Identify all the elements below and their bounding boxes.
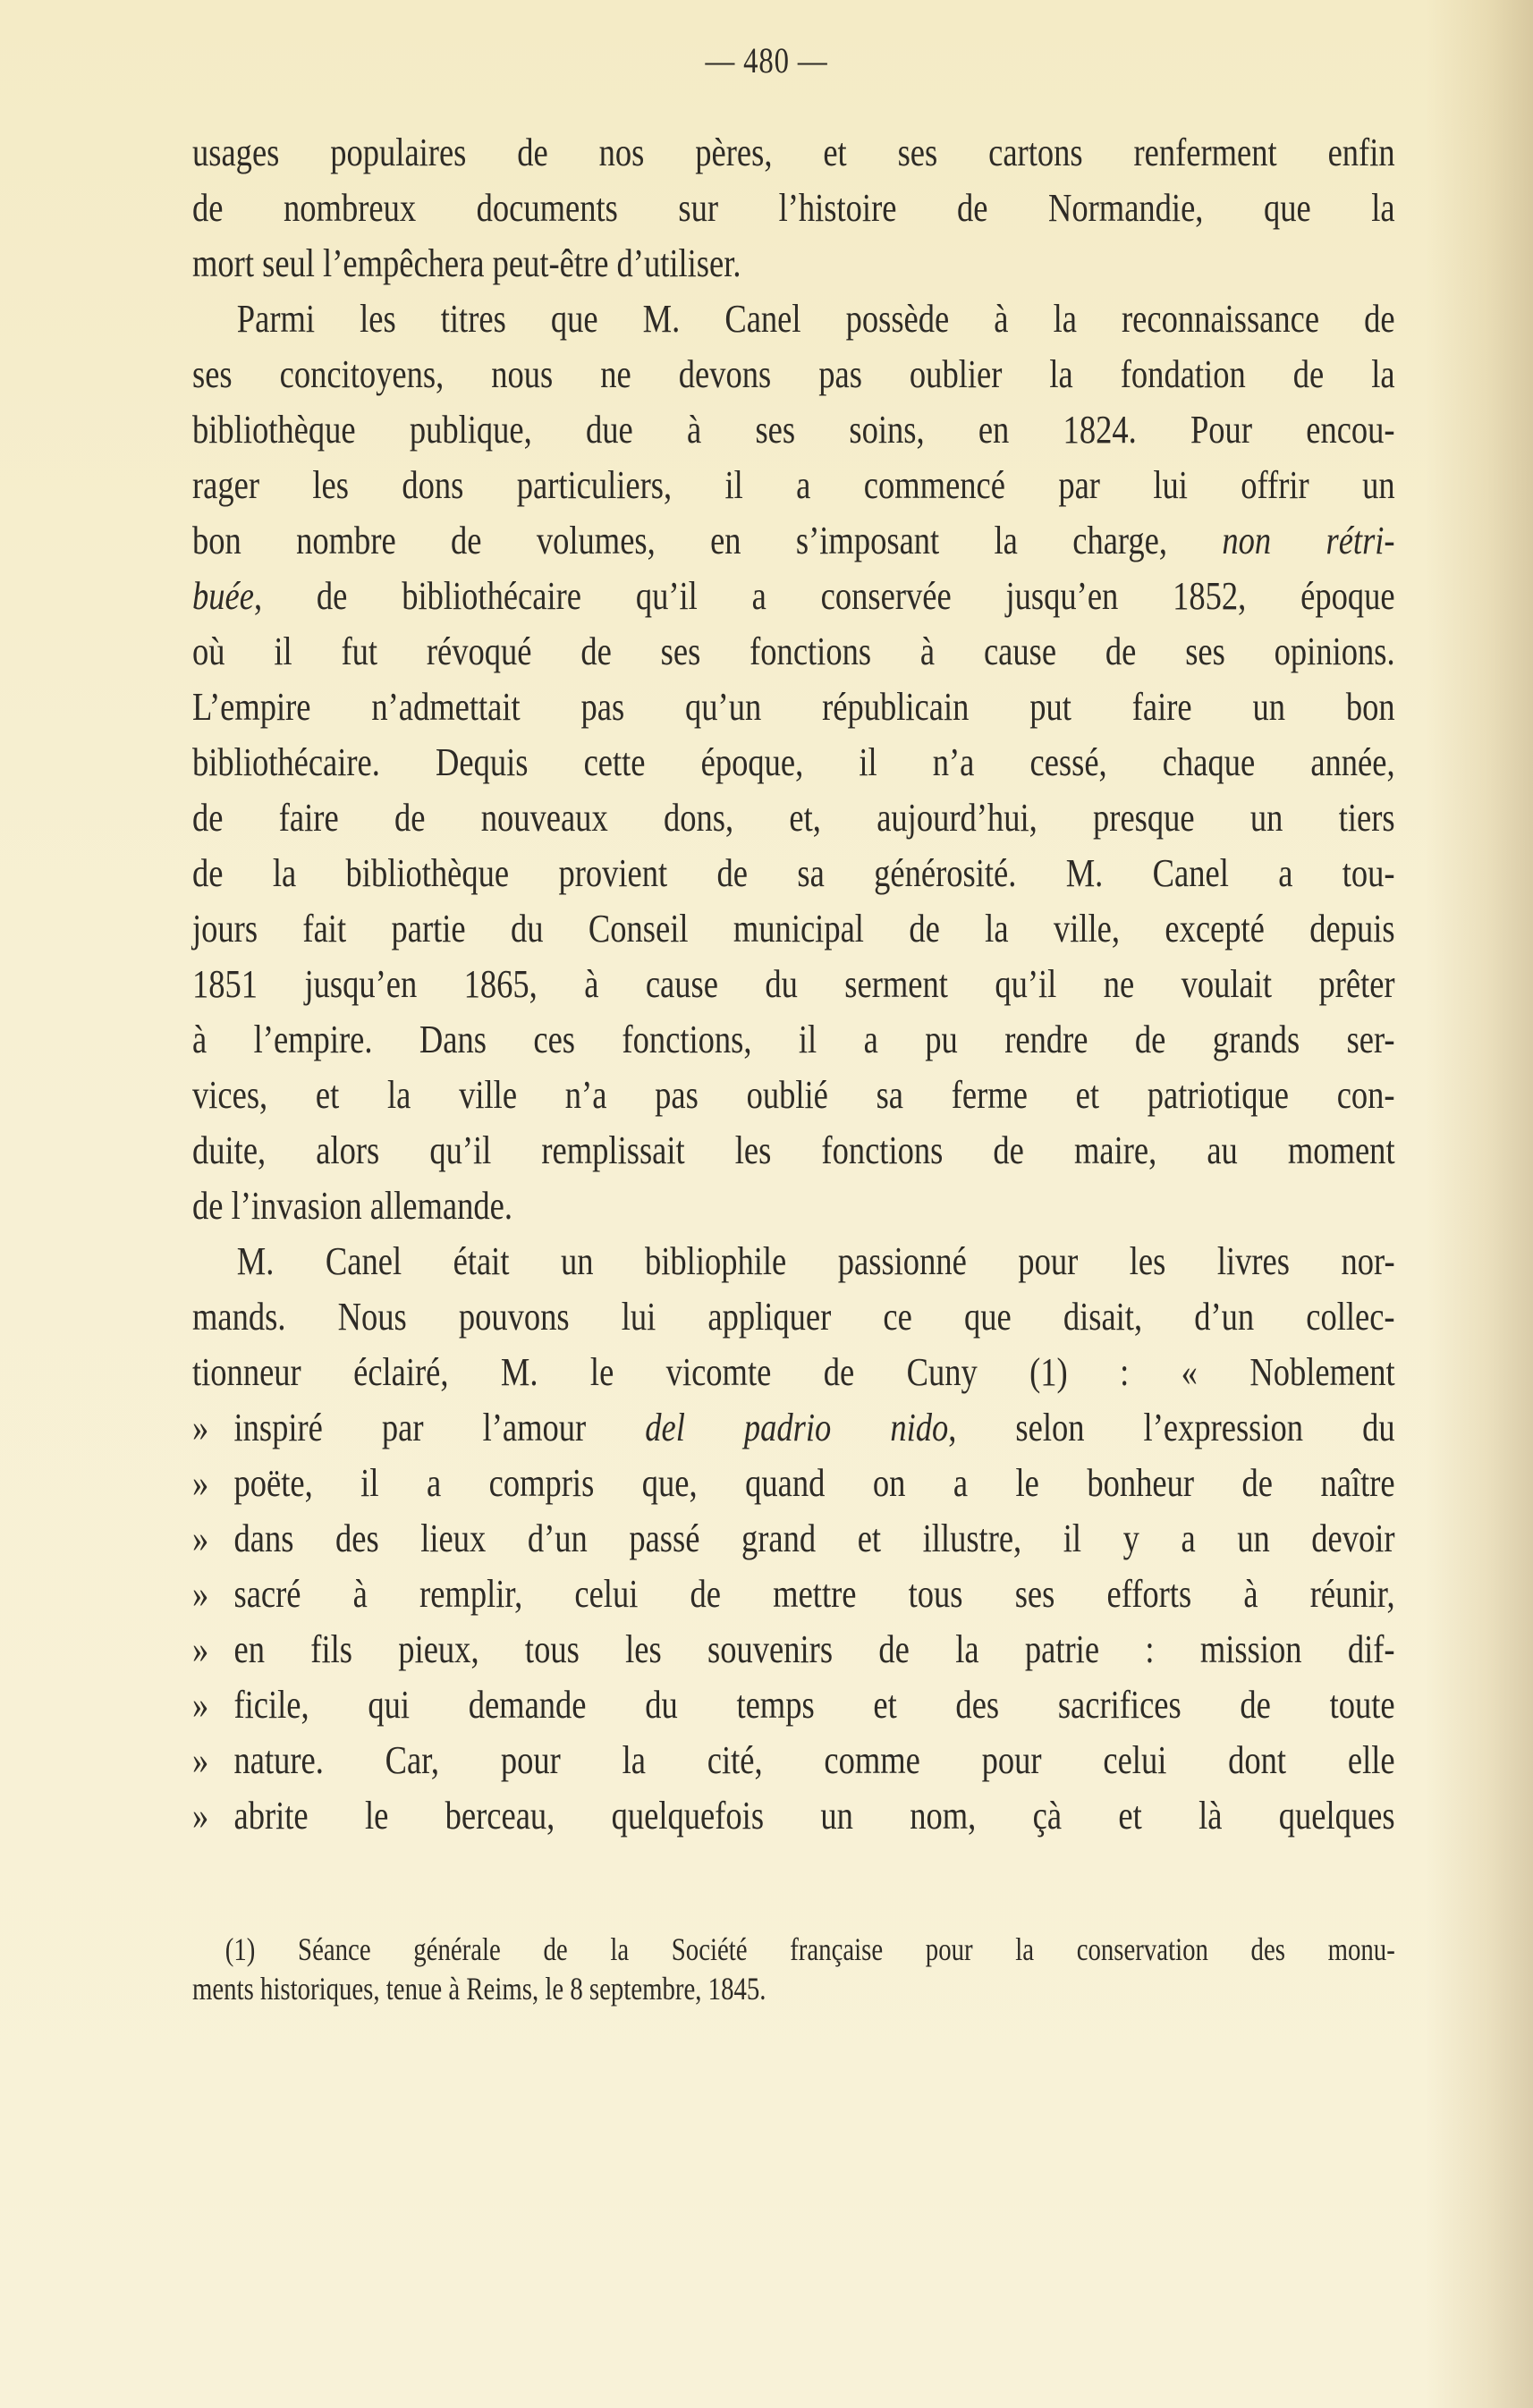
quote-line — [192, 1788, 1395, 1844]
footnote — [192, 1930, 1395, 2008]
text-line: jours fait partie du Conseil municipal de la ville, excepté depuis — [192, 907, 1395, 951]
text-line: bibliothécaire. Dequis cette époque, il n’a cessé, chaque année, — [192, 740, 1395, 784]
quote-mark: » — [192, 1461, 209, 1505]
text-line: ses concitoyens, nous ne devons pas oublier la fondation de la — [192, 352, 1395, 396]
quote-line — [192, 1622, 1395, 1677]
text-run: poëte, il a compris que, quand on a le bonheur de naître — [233, 1461, 1395, 1505]
text-line — [192, 569, 1395, 624]
text-line: mort seul l’empêchera peut-être d’utiliser. — [192, 241, 741, 285]
quote-line — [192, 1456, 1395, 1511]
text-line: rager les dons particuliers, il a commencé par lui offrir un — [192, 463, 1395, 507]
quote-mark: » — [192, 1683, 209, 1727]
text-line: duite, alors qu’il remplissait les fonctions de maire, au moment — [192, 1128, 1395, 1172]
text-line: de nombreux documents sur l’histoire de Normandie, que la — [192, 186, 1395, 230]
text-line: usages populaires de nos pères, et ses cartons renferment enfin — [192, 131, 1395, 174]
quote-mark: » — [192, 1738, 209, 1782]
text-run: , selon l’expression du — [948, 1406, 1395, 1449]
text-run: dans des lieux d’un passé grand et illustre, il y a un devoir — [233, 1517, 1395, 1560]
paragraph-start-line: M. Canel était un bibliophile passionné pour les livres nor- — [236, 1239, 1395, 1283]
footnote-line: (1) Séance générale de la Société française pour la conservation des monu- — [224, 1931, 1395, 1967]
page-number: — 480 — — [705, 40, 828, 80]
quote-mark: » — [192, 1572, 209, 1616]
text-run: abrite le berceau, quelquefois un nom, çà et là quelques — [233, 1794, 1395, 1838]
text-run: inspiré par l’amour — [233, 1406, 646, 1449]
paragraph-start-line: Parmi les titres que M. Canel possède à la reconnaissance de — [236, 297, 1395, 341]
text-line: où il fut révoqué de ses fonctions à cause de ses opinions. — [192, 629, 1395, 673]
quote-line — [192, 1400, 1395, 1456]
quote-mark: » — [192, 1406, 209, 1449]
footnote-line: ments historiques, tenue à Reims, le 8 septembre, 1845. — [192, 1971, 766, 2007]
text-run: , de bibliothécaire qu’il a conservée jusqu’en 1852, époque — [253, 574, 1395, 618]
quote-line — [192, 1567, 1395, 1622]
text-run: en fils pieux, tous les souvenirs de la patrie : mission dif- — [233, 1627, 1395, 1671]
text-run: bon nombre de volumes, en s’imposant la charge, — [192, 519, 1223, 562]
text-line: bibliothèque publique, due à ses soins, en 1824. Pour encou- — [192, 408, 1395, 452]
text-line: 1851 jusqu’en 1865, à cause du serment qu’il ne voulait prêter — [192, 962, 1395, 1006]
text-line: de faire de nouveaux dons, et, aujourd’hui, presque un tiers — [192, 796, 1395, 840]
quote-line — [192, 1733, 1395, 1788]
text-run: sacré à remplir, celui de mettre tous ses efforts à réunir, — [233, 1572, 1395, 1616]
italic-phrase: non rétri- — [1222, 519, 1395, 562]
text-line: de l’invasion allemande. — [192, 1184, 512, 1228]
italic-phrase: buée — [192, 574, 254, 618]
quote-mark: » — [192, 1794, 209, 1838]
text-line: de la bibliothèque provient de sa générosité. M. Canel a tou- — [192, 851, 1395, 895]
text-line: vices, et la ville n’a pas oublié sa ferme et patriotique con- — [192, 1073, 1395, 1117]
quote-mark: » — [192, 1627, 209, 1671]
text-line — [192, 513, 1395, 569]
quote-mark: » — [192, 1517, 209, 1560]
text-line: à l’empire. Dans ces fonctions, il a pu rendre de grands ser- — [192, 1018, 1395, 1061]
quote-line — [192, 1511, 1395, 1567]
text-line: tionneur éclairé, M. le vicomte de Cuny (1) : « Noblement — [192, 1350, 1395, 1394]
body-text — [192, 125, 1395, 1844]
text-line: mands. Nous pouvons lui appliquer ce que disait, d’un collec- — [192, 1295, 1395, 1339]
quote-line — [192, 1677, 1395, 1733]
italic-phrase: del padrio nido — [645, 1406, 949, 1449]
text-run: nature. Car, pour la cité, comme pour celui dont elle — [233, 1738, 1395, 1782]
text-run: ficile, qui demande du temps et des sacrifices de toute — [233, 1683, 1395, 1727]
text-line: L’empire n’admettait pas qu’un républicain put faire un bon — [192, 685, 1395, 729]
